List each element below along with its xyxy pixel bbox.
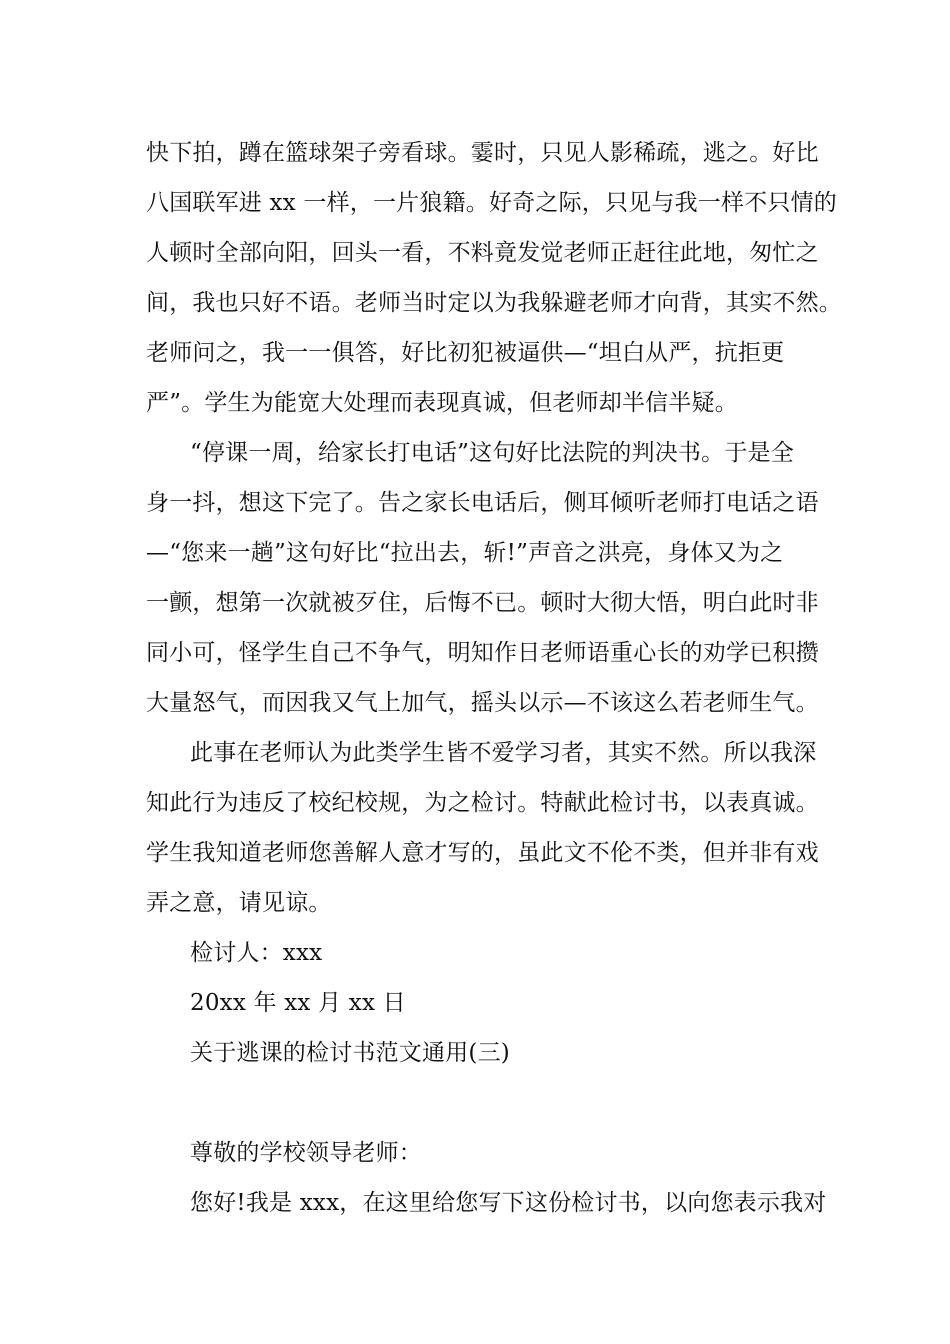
signature-line: 检讨人：xxx	[190, 940, 323, 966]
paragraph-line: 人顿时全部向阳，回头一看，不料竟发觉老师正赶往此地，匆忙之	[146, 240, 819, 266]
paragraph-line: 快下拍，蹲在篮球架子旁看球。霎时，只见人影稀疏，逃之。好比	[146, 140, 819, 166]
paragraph-line: 同小可，怪学生自己不争气，明知作日老师语重心长的劝学已积攒	[146, 640, 819, 666]
paragraph-line: 间，我也只好不语。老师当时定以为我躲避老师才向背，其实不然。	[146, 290, 842, 316]
paragraph-line: 身一抖，想这下完了。告之家长电话后，侧耳倾听老师打电话之语	[146, 490, 819, 516]
paragraph-line: 八国联军进 xx 一样，一片狼籍。好奇之际，只见与我一样不只情的	[146, 190, 837, 216]
section-title: 关于逃课的检讨书范文通用(三)	[190, 1040, 510, 1066]
paragraph-line: 此事在老师认为此类学生皆不爱学习者，其实不然。所以我深	[190, 740, 817, 766]
paragraph-line: 一颤，想第一次就被歹住，后悔不已。顿时大彻大悟，明白此时非	[146, 590, 819, 616]
paragraph-line: “停课一周，给家长打电话”这句好比法院的判决书。于是全	[190, 440, 794, 466]
opening-line: 您好!我是 xxx，在这里给您写下这份检讨书，以向您表示我对	[190, 1190, 827, 1216]
paragraph-line: —“您来一趟”这句好比“拉出去，斩!”声音之洪亮，身体又为之	[146, 540, 784, 566]
salutation: 尊敬的学校领导老师：	[190, 1140, 422, 1166]
date-line: 20xx 年 xx 月 xx 日	[190, 990, 406, 1016]
paragraph-line: 弄之意，请见谅。	[146, 890, 332, 916]
paragraph-line: 学生我知道老师您善解人意才写的，虽此文不伦不类，但并非有戏	[146, 840, 819, 866]
paragraph-line: 大量怒气，而因我又气上加气，摇头以示—不该这么若老师生气。	[146, 690, 819, 716]
paragraph-line: 知此行为违反了校纪校规，为之检讨。特献此检讨书，以表真诚。	[146, 790, 819, 816]
paragraph-line: 老师问之，我一一俱答，好比初犯被逼供—“坦白从严，抗拒更	[146, 340, 785, 366]
paragraph-line: 严”。学生为能宽大处理而表现真诚，但老师却半信半疑。	[146, 390, 738, 416]
